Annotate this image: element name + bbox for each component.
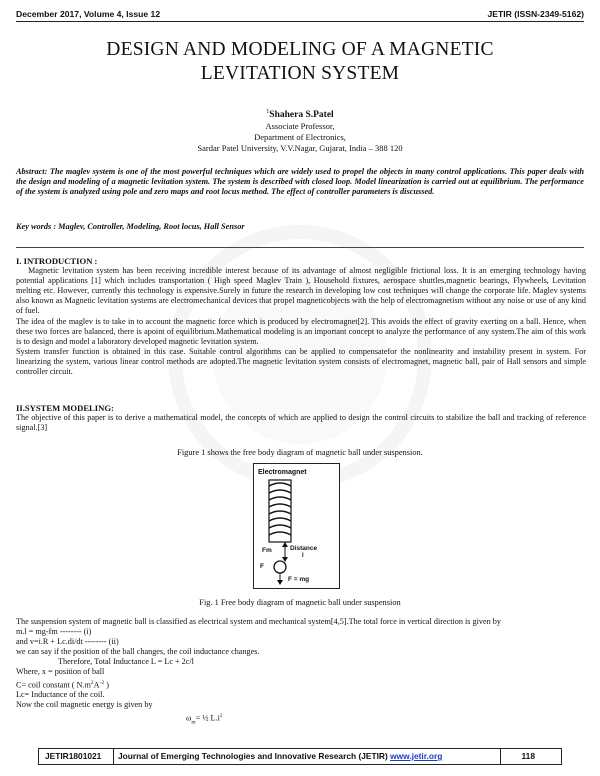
energy-exponent: 2: [219, 712, 223, 719]
footer-separator-2: [500, 749, 501, 764]
keywords: Key words : Maglev, Controller, Modeling, Root locus, Hall Sensor: [16, 222, 245, 231]
intro-heading: I. INTRODUCTION :: [16, 256, 98, 266]
magnetic-ball: [274, 561, 286, 573]
author-name: Shahera S.Patel: [269, 109, 334, 120]
omega-symbol: ω: [186, 713, 192, 723]
author-block: [0, 107, 600, 154]
equation-1: m.l = mg-fm -------- (i): [16, 627, 92, 637]
intro-paragraph-1: Magnetic levitation system has been receiving incredible interest because of its advantage of almost negligible frictional loss. It is an emerging technology having potential applications [1] which includes transportation ( High speed Maglev Train ), Household fixtures, aerospace shuttles,magnetic bearings, Flywheels, Levitation melting etc. However, currently this technology is expensive.Surely in future the research in developing low cost techniques will change the corporate life. Maglev systems also known as Magnetic levitation systems are electromechanical devices that propel magneticobjects with the help of electromagnetism without any noise or use of any kind of fuel.: [16, 266, 586, 316]
footer-journal-text: Journal of Emerging Technologies and Innovative Research (JETIR): [118, 751, 391, 761]
label-electromagnet: Electromagnet: [258, 469, 307, 476]
paper-title: [20, 38, 580, 86]
label-fmg: F = mg: [288, 576, 310, 583]
modeling-paragraph-3: we can say if the position of the ball changes, the coil inductance changes.: [16, 647, 260, 657]
modeling-paragraph-1: The objective of this paper is to derive a mathematical model, the concepts of which are applied to design the control circuits to stabilize the ball and tracking of reference signal.[3]: [16, 413, 586, 433]
page-footer: [38, 748, 562, 765]
label-fm: Fm: [262, 547, 272, 554]
modeling-heading: II.SYSTEM MODELING:: [16, 403, 114, 413]
label-distance: Distance: [290, 545, 318, 552]
intro-paragraph-2: The idea of the maglev is to take in to account the magnetic force which is produced by electromagnet[2]. This avoids the effect of gravity exerting on a ball. Hence, when these two forces are balanced, there is apoint of equilibrium.Mathematical modeling is an important concept to analyze the performance of any system.The aim of this work is to design and model a laboratory developed magnetic levitation system.: [16, 316, 586, 346]
coil-constant-close: ): [104, 680, 109, 690]
header-issue: December 2017, Volume 4, Issue 12: [16, 9, 161, 19]
omega-subscript: m: [191, 718, 196, 725]
abstract: Abstract: The maglev system is one of the most powerful techniques which are widely used to propel the objects in many control applications. This paper deals with the design and modeling of a magnetic levitation system. The system is described with closed loop. Model linearization is carried out at equilibrium. The performance of the system is analyzed using pole and zero maps and root locus method. The effect of controller parameters is discussed.: [16, 167, 584, 197]
author-superscript: 1: [266, 109, 270, 115]
equation-2: and v=i.R + Lc.di/dt -------- (ii): [16, 637, 119, 647]
label-l: l: [302, 553, 304, 559]
free-body-diagram-svg: [254, 464, 339, 588]
author-affiliation: Sardar Patel University, V.V.Nagar, Gujarat, India – 388 120: [197, 142, 403, 153]
free-body-diagram: [253, 463, 340, 589]
footer-article-id: JETIR1801021: [45, 751, 102, 761]
coil-constant-unit: A: [93, 680, 100, 690]
footer-page-number: 118: [521, 751, 535, 761]
author-department: Department of Electronics,: [254, 131, 346, 142]
header-journal-id: JETIR (ISSN-2349-5162): [487, 9, 584, 19]
title-line-1: DESIGN AND MODELING OF A MAGNETIC: [106, 39, 494, 60]
modeling-section: [16, 403, 586, 433]
intro-paragraph-3: System transfer function is obtained in this case. Suitable control algorithms can be applied to compensatefor the nonlinearity and instability present in system. For linearizing the system, various linear control methods are adopted.The magnetic levitation system consists of electromagnet, magnetic ball, pair of Hall sensors and simple controller circuit.: [16, 346, 586, 377]
distance-arrow: [282, 542, 288, 562]
figure-intro-text: Figure 1 shows the free body diagram of magnetic ball under suspension.: [177, 448, 423, 457]
coil-constant-sup-1: 2: [90, 679, 94, 686]
footer-journal: [118, 751, 442, 761]
ball-position-def: Where, x = position of ball: [16, 667, 105, 677]
figure-caption: Fig. 1 Free body diagram of magnetic ball under suspension: [199, 598, 401, 607]
header-divider: [16, 21, 584, 22]
gravity-arrow: [277, 573, 283, 585]
title-line-2: LEVITATION SYSTEM: [200, 63, 400, 84]
electromagnet-coil: [269, 480, 291, 542]
coil-inductance-def: Lc= Inductance of the coil.: [16, 690, 105, 700]
modeling-equations: [16, 617, 586, 727]
equation-3: [16, 711, 586, 727]
modeling-paragraph-2: The suspension system of magnetic ball is classified as electrical system and mechanical system[4,5].The total force in vertical direction is given by: [16, 617, 501, 626]
total-inductance: Therefore, Total Inductance L = Lc + 2c/l: [58, 657, 194, 667]
section-divider: [16, 247, 584, 248]
label-f: F: [260, 563, 264, 570]
author-designation: Associate Professor,: [265, 120, 335, 131]
coil-constant-def: [16, 678, 586, 691]
energy-expression: = ½ L.i: [195, 713, 220, 723]
coil-constant-text: C= coil constant ( N.m: [16, 680, 91, 690]
magnetic-energy-intro: Now the coil magnetic energy is given by: [16, 700, 153, 710]
footer-separator-1: [113, 749, 114, 764]
introduction-section: [16, 256, 586, 377]
footer-journal-link[interactable]: www.jetir.org: [390, 751, 443, 761]
coil-constant-sup-2: -2: [99, 679, 105, 686]
